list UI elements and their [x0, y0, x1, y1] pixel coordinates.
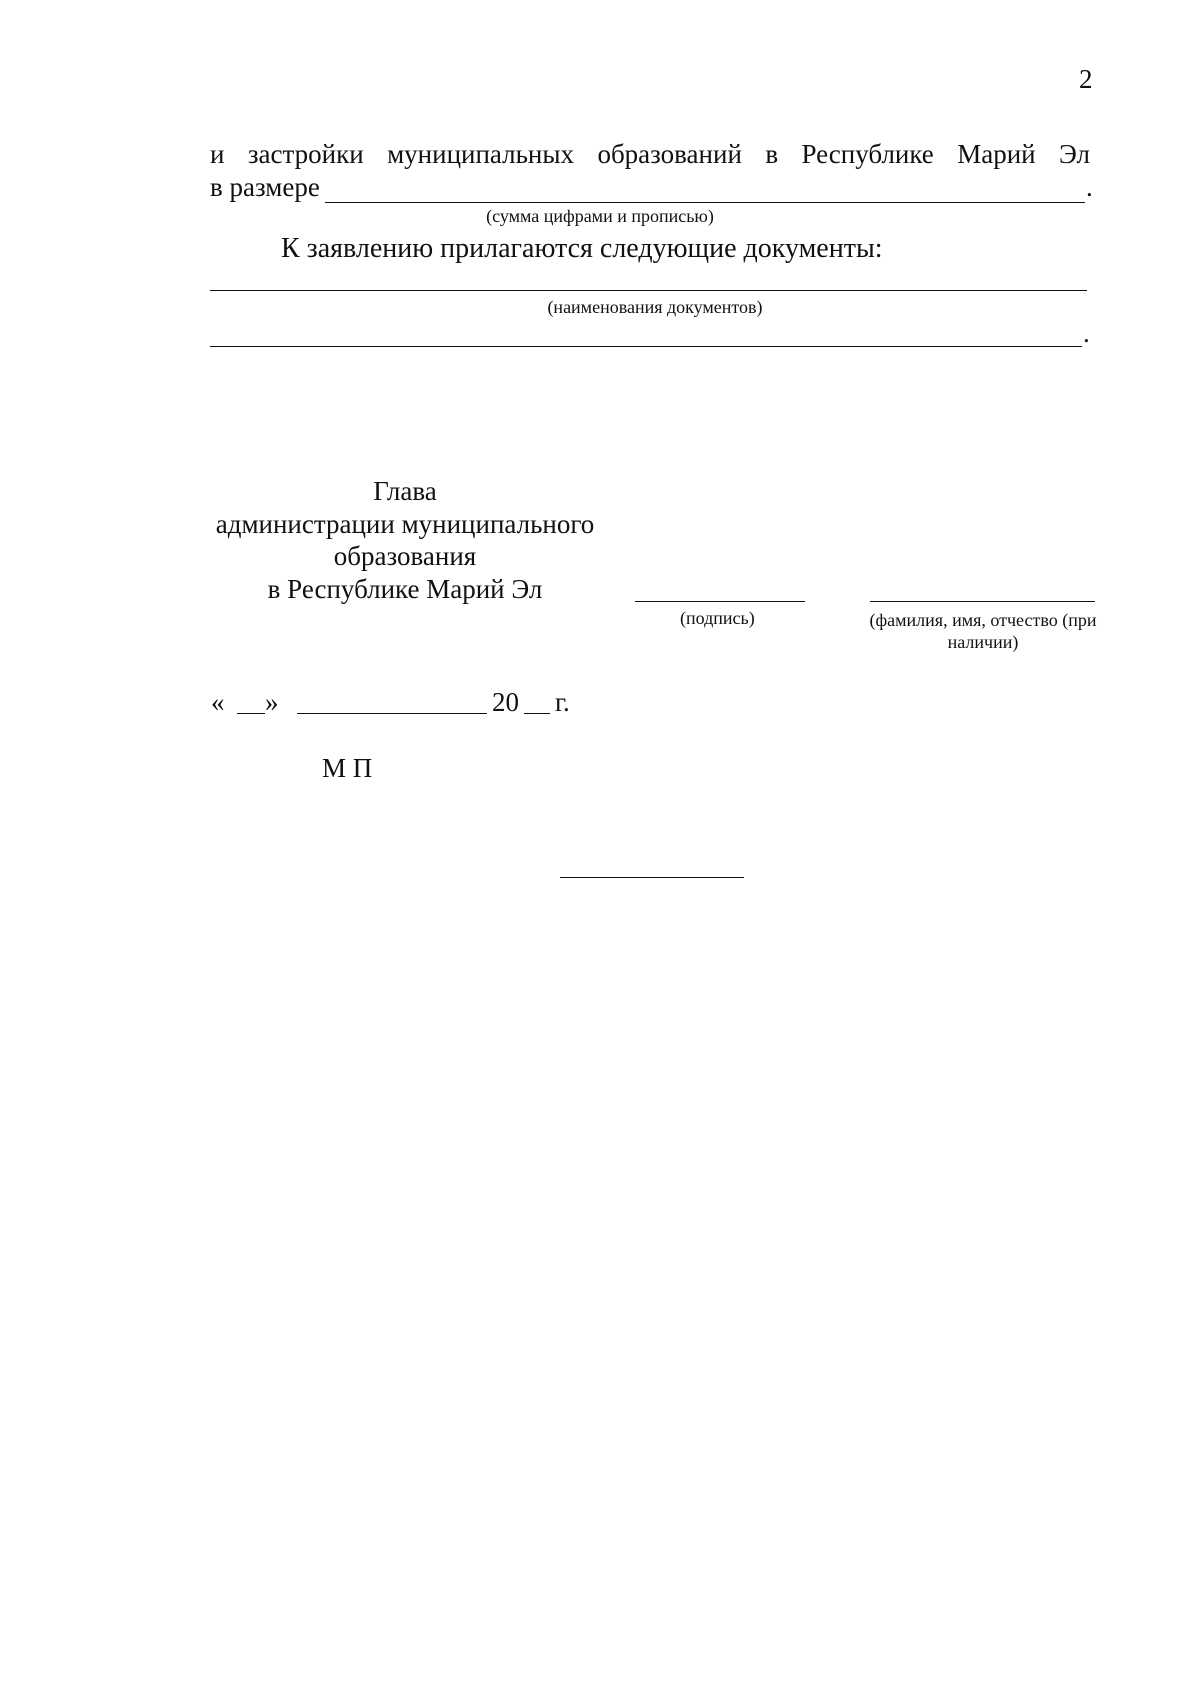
full-name-caption: (фамилия, имя, отчество (при наличии): [869, 610, 1097, 652]
paragraph-word: Республике: [801, 139, 934, 169]
paragraph-line-1: [210, 141, 1090, 168]
seal-placeholder: М П: [322, 753, 373, 783]
date-month-blank-line[interactable]: [297, 713, 487, 714]
amount-caption: (сумма цифрами и прописью): [486, 206, 714, 226]
full-name-blank-line[interactable]: [870, 601, 1095, 602]
signer-title-line: администрации муниципального: [215, 508, 595, 539]
page-number: 2: [1079, 64, 1093, 94]
date-open-quote: «: [211, 687, 225, 717]
date-close-quote: »: [265, 687, 279, 717]
signature-caption: (подпись): [680, 608, 755, 628]
paragraph-word: застройки: [247, 139, 364, 169]
paragraph-word: Эл: [1059, 139, 1090, 169]
date-year-prefix: 20: [492, 687, 519, 717]
signer-title-line: в Республике Марий Эл: [267, 573, 543, 604]
documents-blank-line-1[interactable]: [210, 290, 1087, 291]
paragraph-word: в: [765, 139, 779, 169]
signature-blank-line[interactable]: [635, 601, 805, 602]
signer-title-line: образования: [333, 541, 477, 571]
signer-title: [200, 475, 610, 605]
documents-line-end: .: [1083, 318, 1090, 348]
date-day-blank-line[interactable]: [237, 713, 265, 714]
documents-blank-line-2[interactable]: [210, 346, 1082, 347]
paragraph-word: Марий: [957, 139, 1036, 169]
documents-caption: (наименования документов): [547, 297, 763, 317]
date-year-blank-line[interactable]: [524, 713, 550, 714]
amount-line-end: .: [1086, 172, 1093, 202]
date-year-suffix: г.: [555, 687, 570, 717]
amount-label: в размере: [210, 172, 320, 202]
paragraph-word: муниципальных: [387, 139, 575, 169]
amount-blank-line[interactable]: [325, 202, 1085, 203]
paragraph-word: и: [210, 139, 225, 169]
signer-title-line: Глава: [373, 476, 437, 506]
paragraph-word: образований: [597, 139, 742, 169]
end-of-document-rule: [560, 877, 744, 878]
documents-heading: К заявлению прилагаются следующие документы:: [281, 233, 883, 264]
